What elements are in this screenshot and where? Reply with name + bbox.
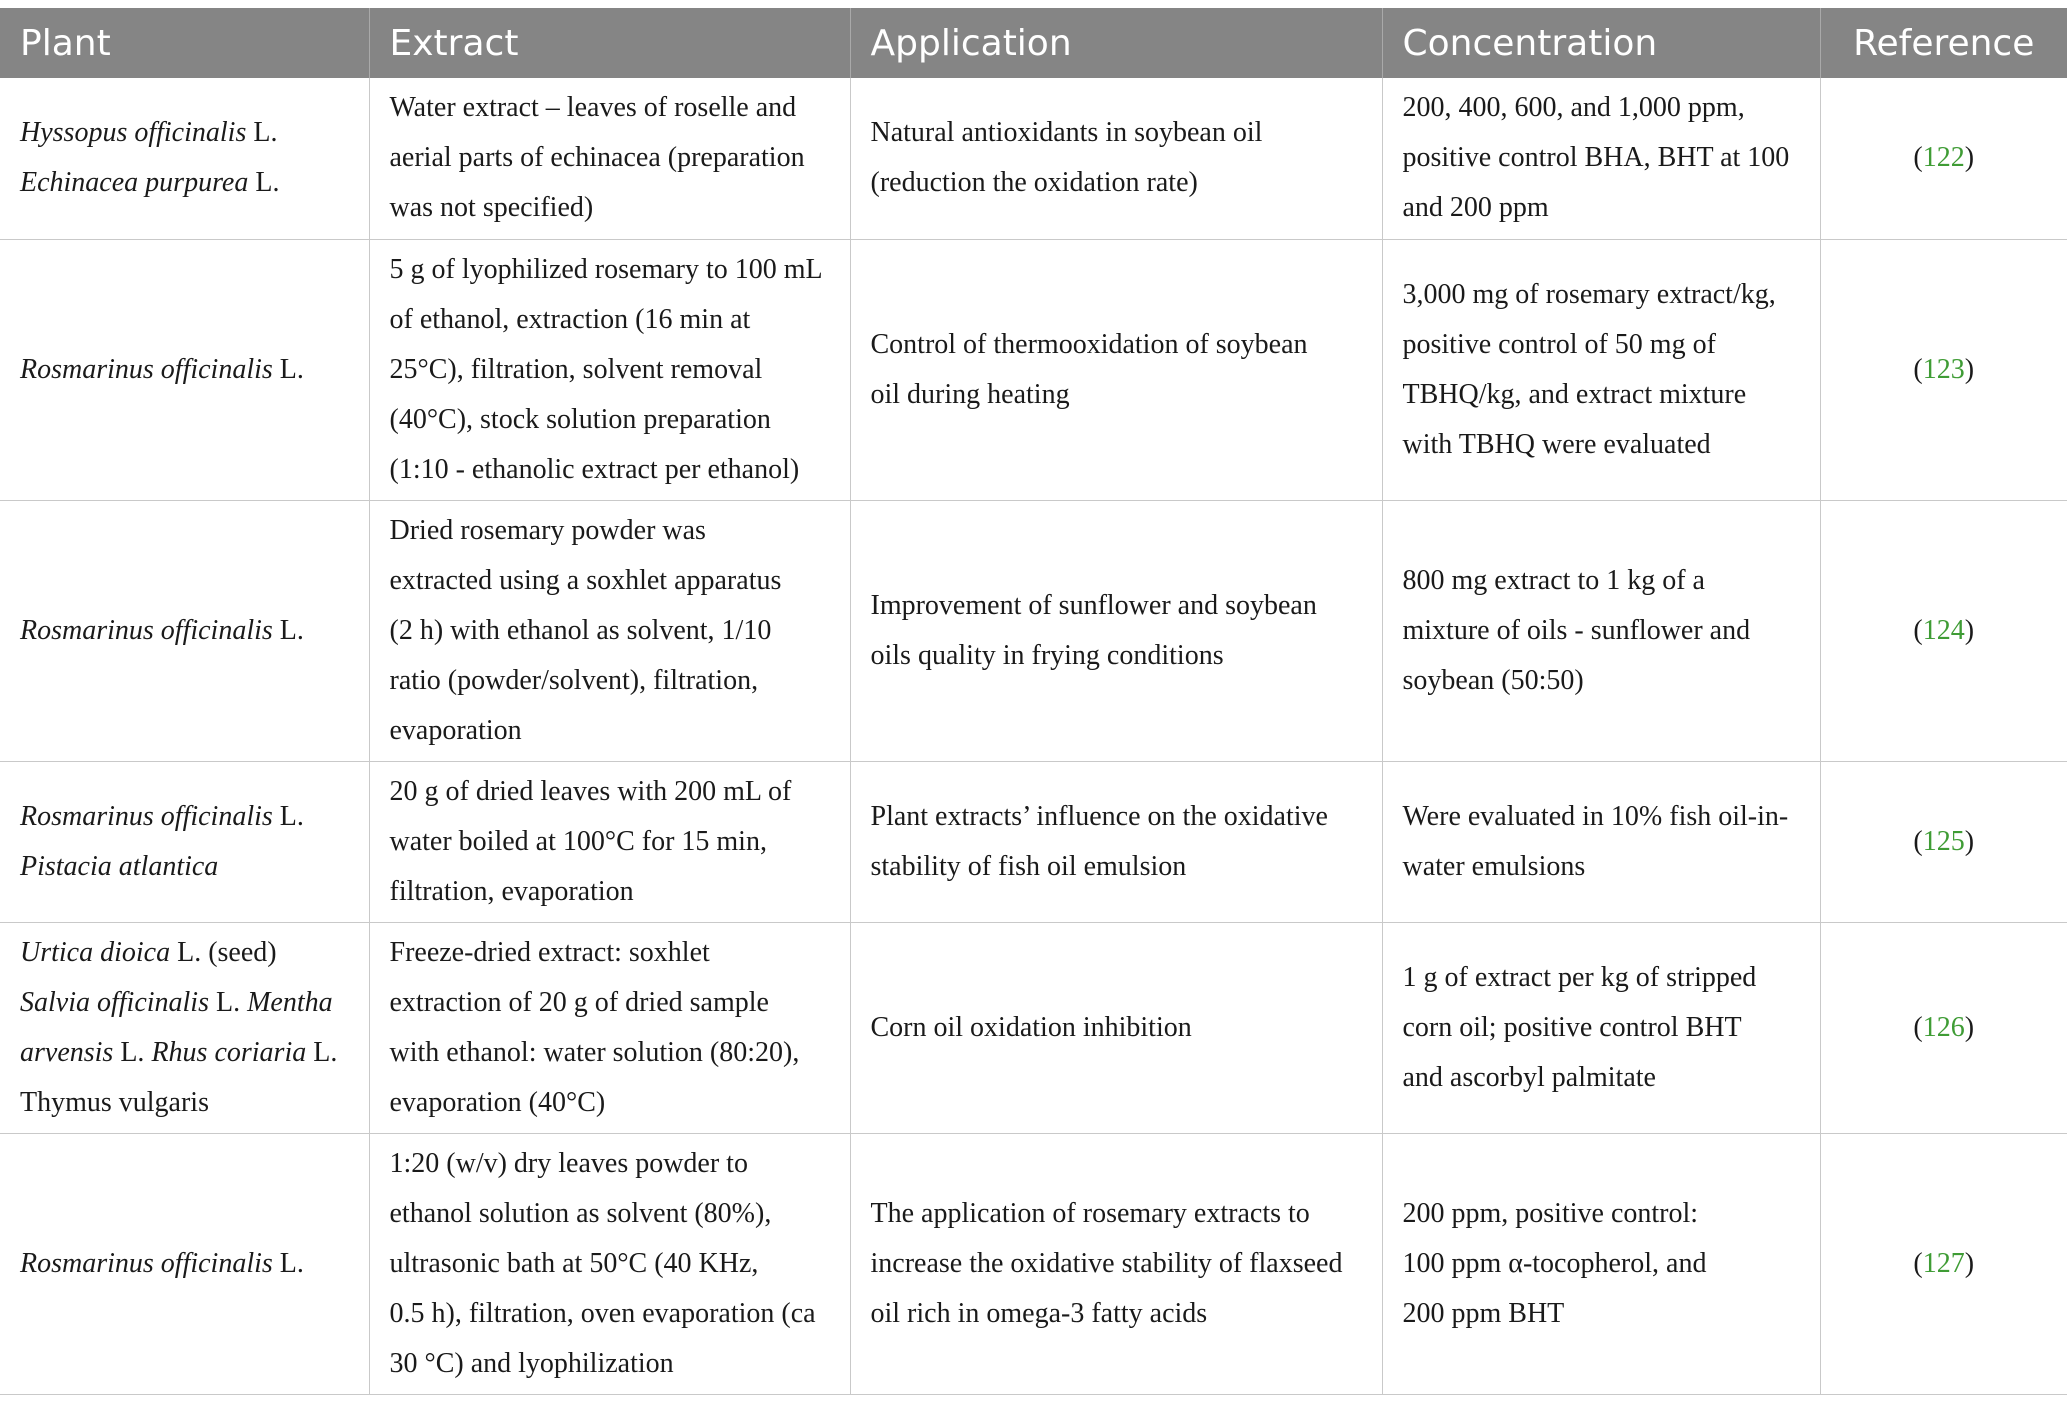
reference-link[interactable]: 126 bbox=[1922, 1011, 1965, 1043]
extract-text-line: (1:10 - ethanolic extract per ethanol) bbox=[389, 453, 800, 485]
application-text-line: Plant extracts’ influence on the oxidative bbox=[870, 800, 1328, 832]
plant-scientific-name: Rosmarinus officinalis bbox=[20, 800, 273, 832]
extract-text-line: extraction of 20 g of dried sample bbox=[389, 986, 769, 1018]
cell-extract bbox=[369, 500, 850, 761]
concentration-text-line: and 200 ppm bbox=[1402, 192, 1549, 224]
application-text-line: oil during heating bbox=[870, 378, 1070, 410]
cell-concentration bbox=[1382, 761, 1820, 922]
plant-name-suffix: L. bbox=[248, 167, 280, 199]
table-row bbox=[0, 78, 2067, 239]
application-text-line: The application of rosemary extracts to bbox=[870, 1197, 1310, 1229]
application-text-line: Improvement of sunflower and soybean bbox=[870, 589, 1317, 621]
plant-name-line bbox=[20, 158, 349, 208]
extract-text-line: ratio (powder/solvent), filtration, bbox=[389, 664, 759, 696]
cell-concentration bbox=[1382, 500, 1820, 761]
plant-scientific-name: Rosmarinus officinalis bbox=[20, 1247, 273, 1279]
cell-reference: (126) bbox=[1820, 922, 2067, 1133]
cell-plant bbox=[0, 78, 369, 239]
cell-reference: (127) bbox=[1820, 1133, 2067, 1394]
extract-text-line: was not specified) bbox=[389, 192, 594, 224]
concentration-text-line: positive control of 50 mg of bbox=[1402, 328, 1716, 360]
table-row bbox=[0, 761, 2067, 922]
extract-text-line: (2 h) with ethanol as solvent, 1/10 bbox=[389, 614, 772, 646]
cell-application bbox=[850, 78, 1382, 239]
plant-name-suffix: L. bbox=[113, 1036, 152, 1068]
reference-link[interactable]: 123 bbox=[1922, 353, 1965, 385]
application-text-line: increase the oxidative stability of flaxseed bbox=[870, 1247, 1343, 1279]
cell-reference: (122) bbox=[1820, 78, 2067, 239]
extract-text-line: evaporation bbox=[389, 714, 522, 746]
plant-scientific-name: Echinacea purpurea bbox=[20, 167, 249, 199]
plant-scientific-name: Rosmarinus officinalis bbox=[20, 614, 273, 646]
cell-application bbox=[850, 922, 1382, 1133]
plant-scientific-name: Pistacia atlantica bbox=[20, 850, 219, 882]
plant-scientific-name: Mentha bbox=[247, 986, 333, 1018]
cell-extract bbox=[369, 78, 850, 239]
header-reference: Reference bbox=[1820, 8, 2067, 78]
concentration-text-line: positive control BHA, BHT at 100 bbox=[1402, 142, 1790, 174]
plant-name-suffix: Thymus vulgaris bbox=[20, 1086, 209, 1118]
cell-application bbox=[850, 761, 1382, 922]
application-text-line: Natural antioxidants in soybean oil bbox=[870, 117, 1263, 149]
concentration-text-line: Were evaluated in 10% fish oil-in- bbox=[1402, 800, 1789, 832]
extract-text-line: 1:20 (w/v) dry leaves powder to bbox=[389, 1147, 748, 1179]
plant-scientific-name: Urtica dioica bbox=[20, 936, 171, 968]
plant-scientific-name: Rhus coriaria bbox=[151, 1036, 307, 1068]
concentration-text-line: 800 mg extract to 1 kg of a bbox=[1402, 564, 1705, 596]
plant-name-suffix: L. bbox=[272, 1247, 304, 1279]
cell-application bbox=[850, 500, 1382, 761]
extract-text-line: evaporation (40°C) bbox=[389, 1086, 606, 1118]
plant-name-line bbox=[20, 792, 349, 842]
extract-text-line: aerial parts of echinacea (preparation bbox=[389, 142, 805, 174]
concentration-text-line: 200 ppm, positive control: bbox=[1402, 1197, 1699, 1229]
application-text-line: oil rich in omega-3 fatty acids bbox=[870, 1297, 1208, 1329]
application-text-line: Corn oil oxidation inhibition bbox=[870, 1011, 1192, 1043]
concentration-text-line: 100 ppm α-tocopherol, and bbox=[1402, 1247, 1707, 1279]
header-plant: Plant bbox=[0, 8, 369, 78]
extract-text-line: 0.5 h), filtration, oven evaporation (ca bbox=[389, 1297, 816, 1329]
cell-plant bbox=[0, 761, 369, 922]
concentration-text-line: 3,000 mg of rosemary extract/kg, bbox=[1402, 278, 1776, 310]
plant-name-line bbox=[20, 978, 349, 1028]
cell-extract bbox=[369, 1133, 850, 1394]
extract-text-line: 5 g of lyophilized rosemary to 100 mL bbox=[389, 253, 823, 285]
cell-extract bbox=[369, 239, 850, 500]
table-row bbox=[0, 922, 2067, 1133]
extract-text-line: 30 °C) and lyophilization bbox=[389, 1347, 674, 1379]
concentration-text-line: soybean (50:50) bbox=[1402, 664, 1584, 696]
concentration-text-line: mixture of oils - sunflower and bbox=[1402, 614, 1751, 646]
table-body bbox=[0, 78, 2067, 1394]
concentration-text-line: with TBHQ were evaluated bbox=[1402, 428, 1711, 460]
concentration-text-line: TBHQ/kg, and extract mixture bbox=[1402, 378, 1747, 410]
header-concentration: Concentration bbox=[1382, 8, 1820, 78]
concentration-text-line: 200, 400, 600, and 1,000 ppm, bbox=[1402, 92, 1745, 124]
reference-link[interactable]: 127 bbox=[1922, 1247, 1965, 1279]
plant-name-line bbox=[20, 842, 349, 892]
header-application: Application bbox=[850, 8, 1382, 78]
plant-name-line bbox=[20, 1028, 349, 1078]
application-text-line: Control of thermooxidation of soybean bbox=[870, 328, 1308, 360]
plant-name-suffix: L. bbox=[272, 800, 304, 832]
extract-text-line: of ethanol, extraction (16 min at bbox=[389, 303, 751, 335]
reference-link[interactable]: 122 bbox=[1922, 142, 1965, 174]
extract-text-line: Dried rosemary powder was bbox=[389, 514, 706, 546]
plant-name-line bbox=[20, 606, 349, 656]
application-text-line: (reduction the oxidation rate) bbox=[870, 167, 1198, 199]
cell-plant bbox=[0, 239, 369, 500]
plant-scientific-name: Hyssopus officinalis bbox=[20, 117, 247, 149]
cell-reference: (123) bbox=[1820, 239, 2067, 500]
cell-reference: (125) bbox=[1820, 761, 2067, 922]
cell-reference: (124) bbox=[1820, 500, 2067, 761]
cell-plant bbox=[0, 500, 369, 761]
reference-link[interactable]: 125 bbox=[1922, 825, 1965, 857]
extract-text-line: Water extract – leaves of roselle and bbox=[389, 92, 797, 124]
concentration-text-line: and ascorbyl palmitate bbox=[1402, 1061, 1656, 1093]
extract-text-line: water boiled at 100°C for 15 min, bbox=[389, 825, 767, 857]
extract-text-line: ethanol solution as solvent (80%), bbox=[389, 1197, 772, 1229]
concentration-text-line: 200 ppm BHT bbox=[1402, 1297, 1565, 1329]
table-row bbox=[0, 1133, 2067, 1394]
plant-extract-table bbox=[0, 8, 2067, 1395]
plant-name-suffix: L. bbox=[272, 614, 304, 646]
cell-plant bbox=[0, 922, 369, 1133]
concentration-text-line: corn oil; positive control BHT bbox=[1402, 1011, 1742, 1043]
cell-extract bbox=[369, 761, 850, 922]
concentration-text-line: water emulsions bbox=[1402, 850, 1586, 882]
plant-name-suffix: L. bbox=[306, 1036, 338, 1068]
extract-text-line: with ethanol: water solution (80:20), bbox=[389, 1036, 800, 1068]
cell-plant bbox=[0, 1133, 369, 1394]
extract-text-line: extracted using a soxhlet apparatus bbox=[389, 564, 782, 596]
plant-name-line bbox=[20, 1239, 349, 1289]
extract-text-line: Freeze-dried extract: soxhlet bbox=[389, 936, 710, 968]
extract-text-line: filtration, evaporation bbox=[389, 875, 634, 907]
plant-name-line bbox=[20, 1078, 349, 1128]
plant-name-suffix: L. bbox=[272, 353, 304, 385]
plant-scientific-name: arvensis bbox=[20, 1036, 114, 1068]
plant-name-line bbox=[20, 108, 349, 158]
plant-scientific-name: Salvia officinalis bbox=[20, 986, 209, 1018]
application-text-line: stability of fish oil emulsion bbox=[870, 850, 1187, 882]
reference-link[interactable]: 124 bbox=[1922, 614, 1965, 646]
plant-name-line bbox=[20, 928, 349, 978]
extract-text-line: 25°C), filtration, solvent removal bbox=[389, 353, 763, 385]
cell-concentration bbox=[1382, 1133, 1820, 1394]
table-header-row bbox=[0, 8, 2067, 78]
plant-name-line bbox=[20, 345, 349, 395]
extract-text-line: ultrasonic bath at 50°C (40 KHz, bbox=[389, 1247, 759, 1279]
cell-application bbox=[850, 1133, 1382, 1394]
cell-concentration bbox=[1382, 239, 1820, 500]
cell-concentration bbox=[1382, 78, 1820, 239]
extract-text-line: (40°C), stock solution preparation bbox=[389, 403, 771, 435]
plant-scientific-name: Rosmarinus officinalis bbox=[20, 353, 273, 385]
plant-name-suffix: L. bbox=[246, 117, 278, 149]
concentration-text-line: 1 g of extract per kg of stripped bbox=[1402, 961, 1757, 993]
data-table-container bbox=[0, 8, 2067, 1395]
table-row bbox=[0, 500, 2067, 761]
cell-extract bbox=[369, 922, 850, 1133]
table-row bbox=[0, 239, 2067, 500]
header-extract: Extract bbox=[369, 8, 850, 78]
extract-text-line: 20 g of dried leaves with 200 mL of bbox=[389, 775, 792, 807]
cell-concentration bbox=[1382, 922, 1820, 1133]
plant-name-suffix: L. (seed) bbox=[170, 936, 277, 968]
application-text-line: oils quality in frying conditions bbox=[870, 639, 1224, 671]
cell-application bbox=[850, 239, 1382, 500]
plant-name-suffix: L. bbox=[209, 986, 248, 1018]
